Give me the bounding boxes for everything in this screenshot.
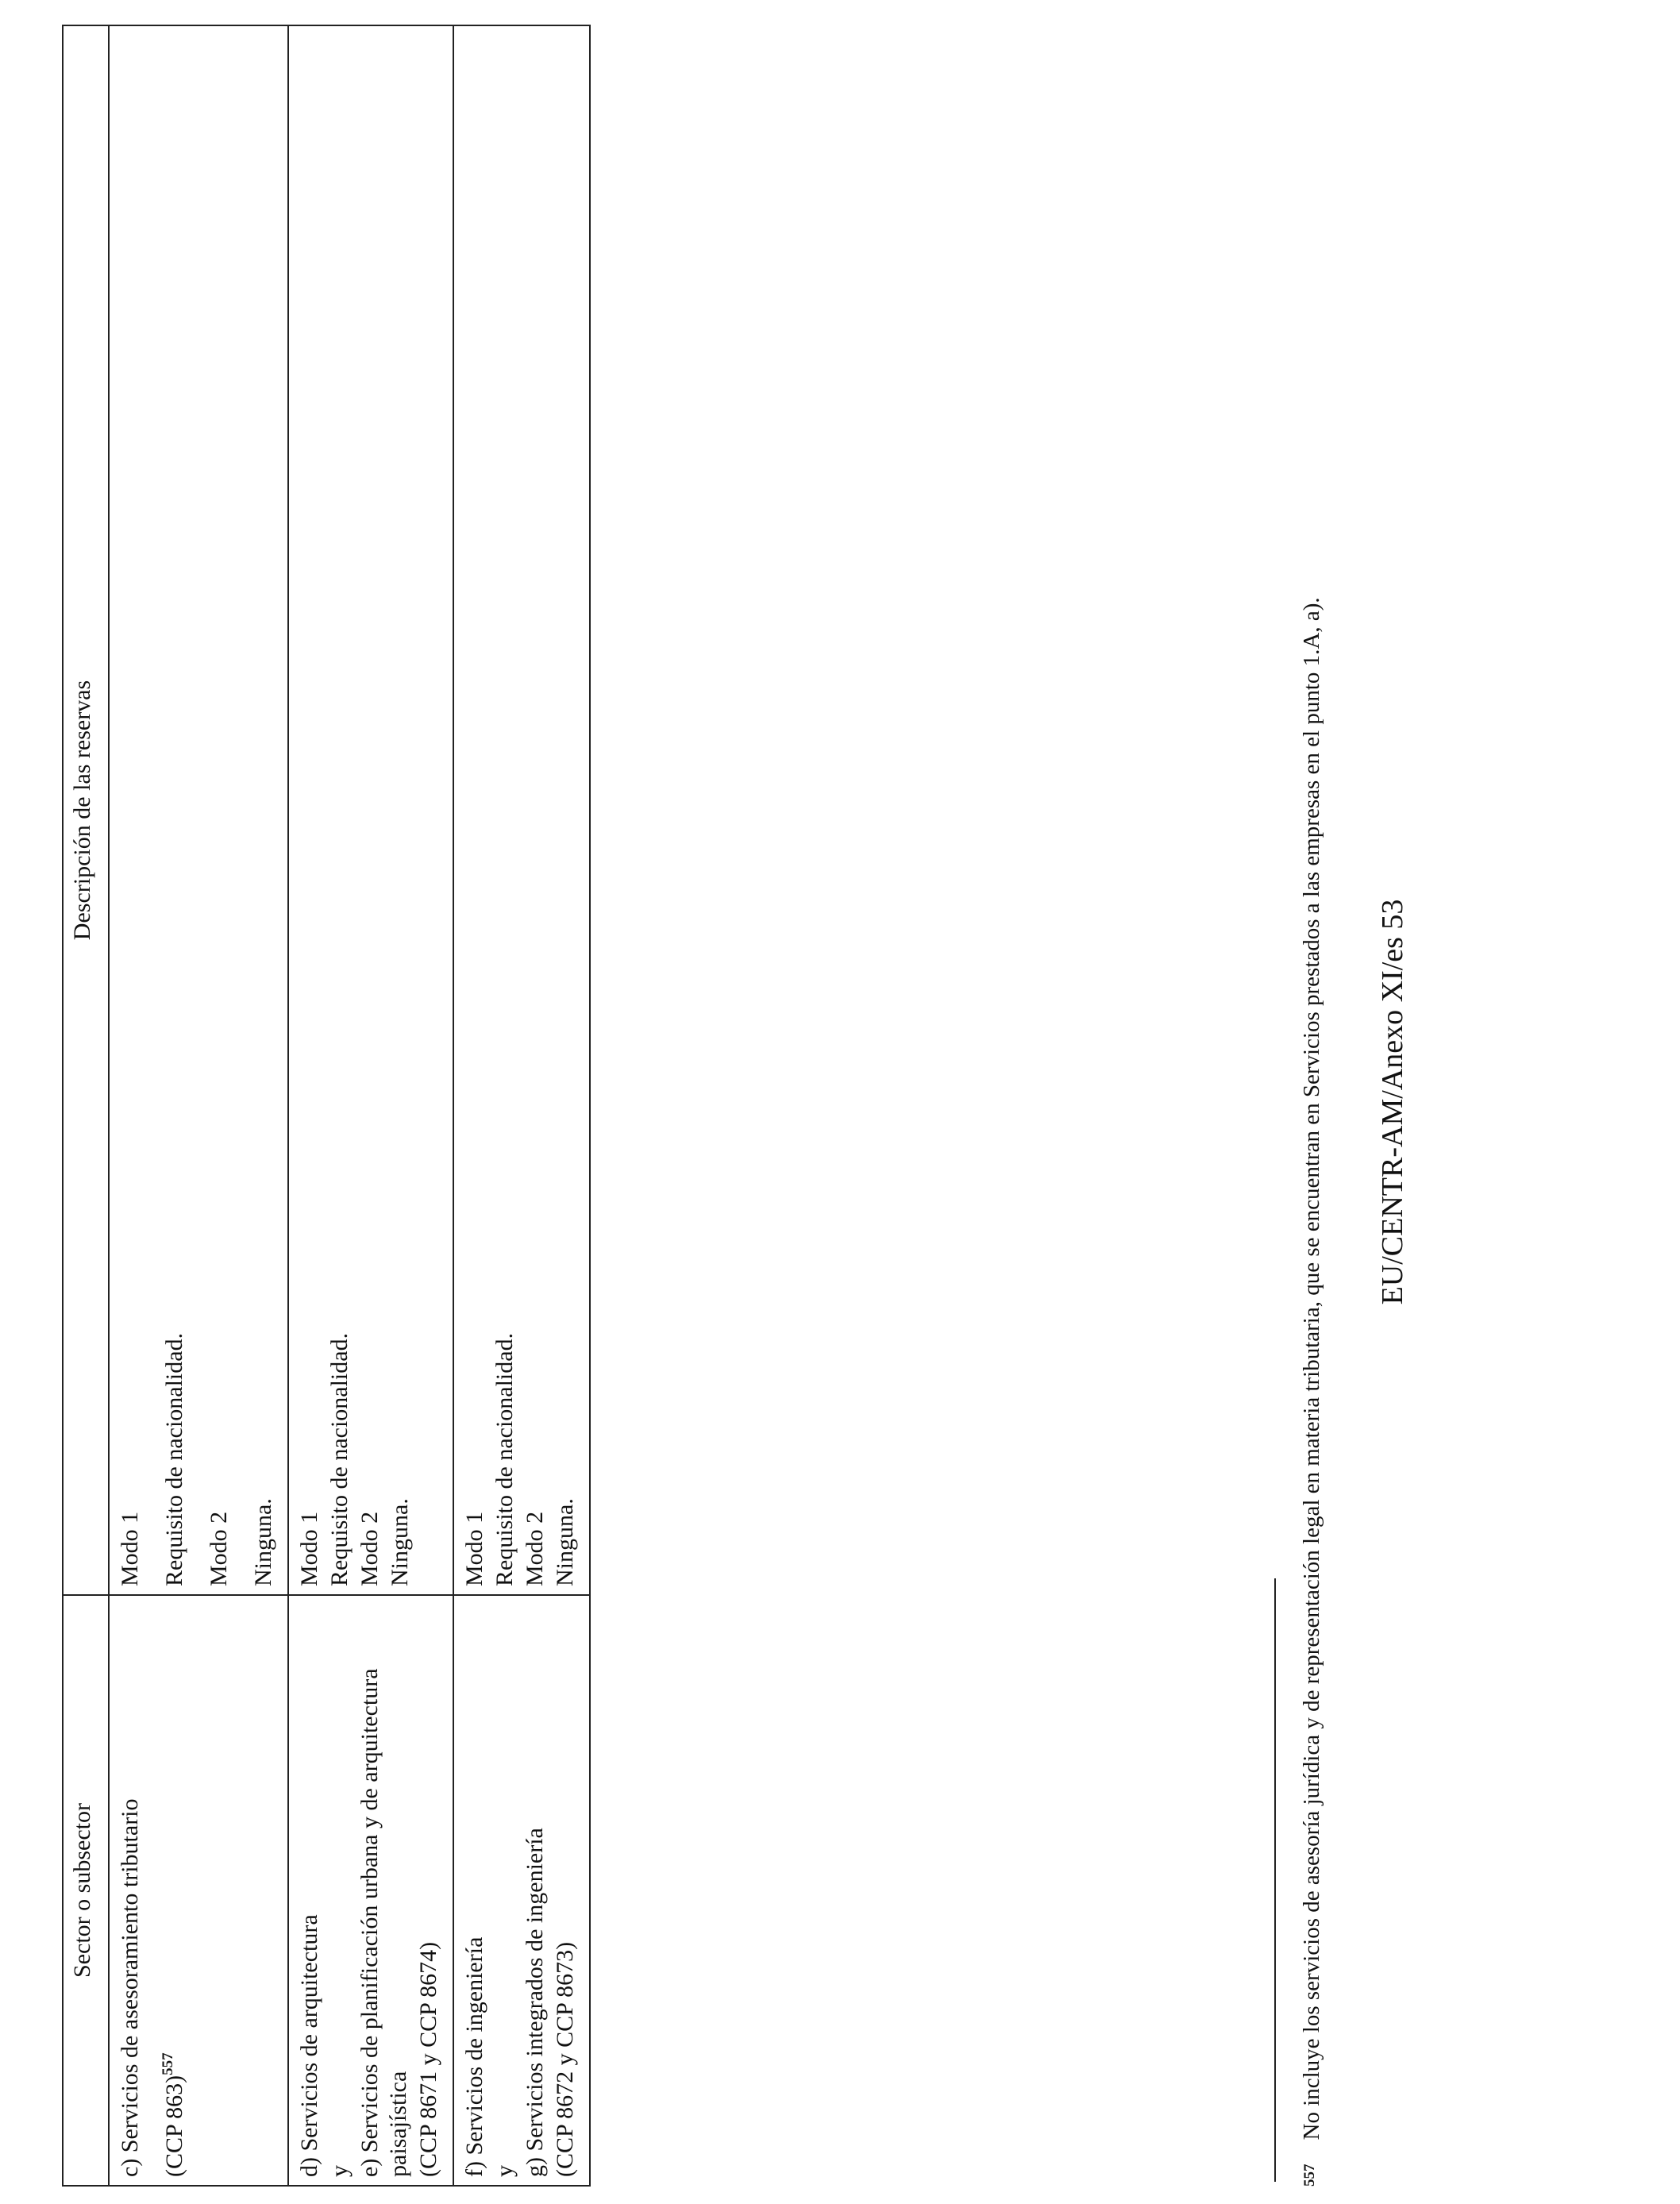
sector-cell bbox=[109, 1595, 288, 2186]
table-header-row bbox=[63, 25, 109, 2186]
sector-code: (CCP 8671 y CCP 8674) bbox=[415, 1941, 441, 2177]
sector-line: e) Servicios de planificación urbana y de arquitectura paisajística bbox=[356, 1668, 411, 2177]
page-reference: EU/CENTR-AM/Anexo XI/es 53 bbox=[1376, 899, 1409, 1305]
footnote bbox=[1296, 59, 1326, 2187]
sector-line: y bbox=[491, 2165, 518, 2177]
mode-text: Requisito de nacionalidad. bbox=[491, 1332, 518, 1586]
reservations-cell bbox=[453, 25, 590, 1595]
mode-label: Modo 1 bbox=[117, 1511, 143, 1586]
sector-line: y bbox=[326, 2165, 353, 2177]
footnote-number: 557 bbox=[1301, 2164, 1318, 2187]
mode-text: Requisito de nacionalidad. bbox=[326, 1332, 353, 1586]
sector-line: g) Servicios integrados de ingeniería bbox=[522, 1828, 548, 2177]
reservations-table bbox=[62, 25, 591, 2187]
mode-label: Modo 2 bbox=[206, 1511, 232, 1586]
mode-label: Modo 1 bbox=[296, 1511, 322, 1586]
footnote-divider bbox=[1274, 1578, 1276, 2182]
sector-line: c) Servicios de asesoramiento tributario bbox=[117, 1798, 143, 2177]
footnote-reference: 557 bbox=[160, 2052, 176, 2075]
footnote-text: No incluye los servicios de asesoría jurídica y de representación legal en materia tributaria, que se encuentran en Servicios prestados a las empresas en el punto 1.A, a). bbox=[1299, 597, 1324, 2140]
mode-label: Modo 1 bbox=[461, 1511, 487, 1586]
sector-cell bbox=[288, 1595, 453, 2186]
sector-line: d) Servicios de arquitectura bbox=[296, 1914, 322, 2177]
mode-text: Ninguna. bbox=[387, 1498, 413, 1586]
reservations-cell bbox=[288, 25, 453, 1595]
sector-code-line bbox=[160, 1604, 189, 2177]
reservations-cell bbox=[109, 25, 288, 1595]
sector-code: (CCP 863) bbox=[161, 2075, 187, 2177]
header-sector: Sector o subsector bbox=[63, 1595, 109, 2186]
table-row bbox=[288, 25, 453, 2186]
sector-code: (CCP 8672 y CCP 8673) bbox=[552, 1941, 578, 2177]
mode-text: Ninguna. bbox=[552, 1498, 578, 1586]
table-row bbox=[453, 25, 590, 2186]
mode-label: Modo 2 bbox=[522, 1511, 548, 1586]
sector-cell bbox=[453, 1595, 590, 2186]
table-row bbox=[109, 25, 288, 2186]
header-reservations: Descripción de las reservas bbox=[63, 25, 109, 1595]
mode-text: Ninguna. bbox=[250, 1498, 276, 1586]
sector-line: f) Servicios de ingeniería bbox=[461, 1936, 487, 2177]
mode-label: Modo 2 bbox=[356, 1511, 383, 1586]
mode-text: Requisito de nacionalidad. bbox=[161, 1332, 187, 1586]
